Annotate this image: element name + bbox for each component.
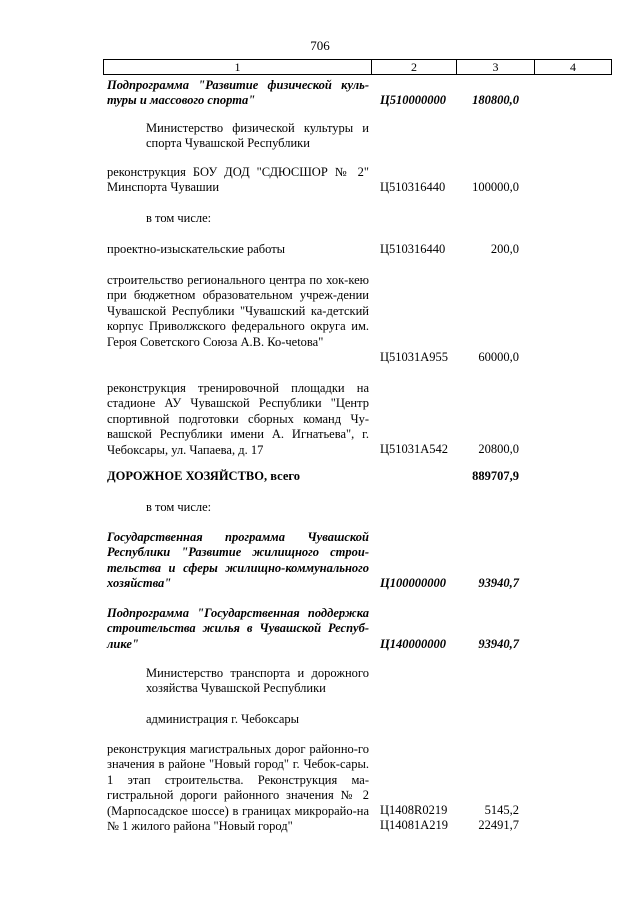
row-amount: 60000,0 (478, 350, 519, 364)
row-description: в том числе: (146, 211, 212, 225)
row-code: Ц100000000 (380, 576, 446, 590)
column-header-2: 2 (372, 60, 457, 75)
row-amount: 200,0 (490, 242, 519, 256)
row-code: Ц140000000 (380, 637, 446, 651)
column-header-row (104, 60, 612, 75)
row-amount: 889707,9 (472, 469, 519, 483)
row-description: строительство регионального центра по хок-кею при бюджетном образовательном учреж-дении Чувашской Республики "Чувашский ка-детский корпус Приволжского федерального округа им. Героя Советского Союза А.В. Ко-чetова" (107, 273, 369, 349)
row-description: ДОРОЖНОЕ ХОЗЯЙСТВО, всего (107, 469, 300, 483)
row-description: проектно-изыскательские работы (107, 242, 286, 256)
row-code: Ц51031А955 (380, 350, 449, 364)
row-description: реконструкция магистральных дорог районно-го значения в районе "Новый город" г. Чебок-сары. 1 этап строительства. Реконструкция ма-гистральной дороги районного значения № 2 (Марпосадское шоссе) в границах микрорайо-на № 1 жилого района "Новый город" (107, 742, 369, 834)
row-amount: 5145,2 (484, 803, 519, 817)
row-description: Подпрограмма "Государственная поддержка строительства жилья в Чувашской Респуб-лике" (107, 606, 369, 651)
row-description: в том числе: (146, 500, 212, 514)
row-amount: 100000,0 (472, 180, 519, 194)
row-amount: 93940,7 (478, 637, 519, 651)
row-code: Ц510316440 (380, 180, 446, 194)
column-header-4: 4 (535, 60, 612, 75)
row-code: Ц510316440 (380, 242, 446, 256)
page-number: 706 (310, 38, 330, 53)
row-description: Министерство транспорта и дорожного хозяйства Чувашской Республики (146, 666, 369, 696)
row-description: реконструкция БОУ ДОД "СДЮСШОР № 2" Минспорта Чувашии (107, 165, 369, 195)
row-code-secondary: Ц14081А219 (380, 818, 449, 832)
row-code: Ц1408R0219 (380, 803, 448, 817)
row-description: Государственная программа Чувашской Республики "Развитие жилищного строи-тельства и сферы жилищно-коммунального хозяйства" (107, 530, 369, 591)
row-code: Ц510000000 (380, 93, 446, 107)
row-amount: 20800,0 (478, 442, 519, 456)
row-amount: 180800,0 (472, 93, 519, 107)
row-amount: 93940,7 (478, 576, 519, 590)
row-description: Подпрограмма "Развитие физической куль-туры и массового спорта" (107, 78, 369, 108)
column-header-1: 1 (104, 60, 372, 75)
row-description: администрация г. Чебоксары (146, 712, 300, 726)
column-header-table (103, 59, 612, 75)
column-header-3: 3 (457, 60, 535, 75)
row-amount-secondary: 22491,7 (478, 818, 519, 832)
row-description: реконструкция тренировочной площадки на стадионе АУ Чувашской Республики "Центр спортивной подготовки сборных команд Чу-вашской Республики имени А. Игнатьева", г. Чебоксары, ул. Чапаева, д. 17 (107, 381, 369, 457)
row-description: Министерство физической культуры и спорта Чувашской Республики (146, 121, 369, 151)
row-code: Ц51031А542 (380, 442, 449, 456)
